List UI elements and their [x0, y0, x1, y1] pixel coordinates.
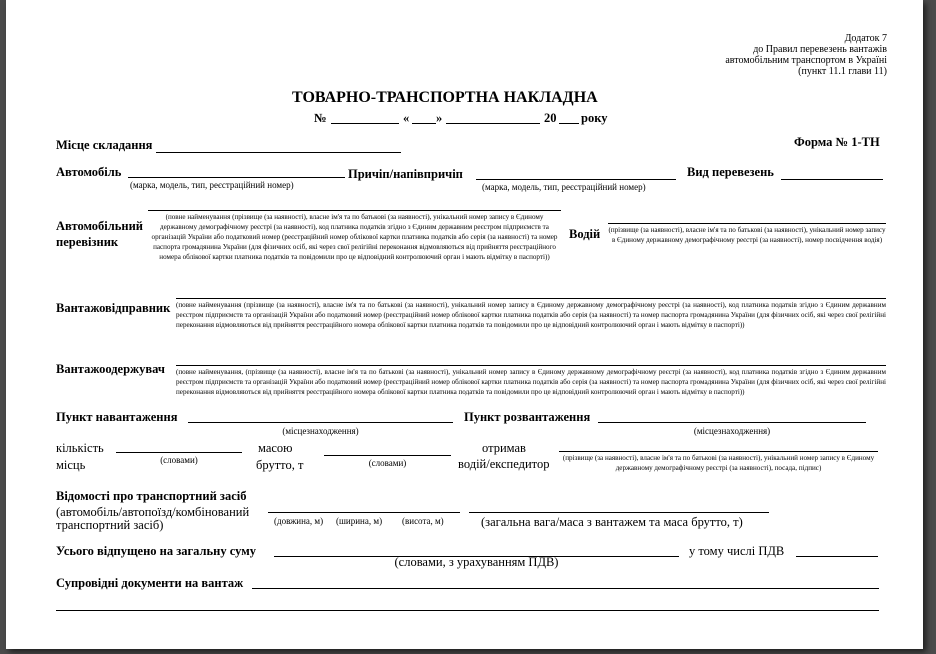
document-title: ТОВАРНО-ТРАНСПОРТНА НАКЛАДНА	[292, 89, 598, 106]
trailer-caption: (марка, модель, тип, реєстраційний номер)	[482, 182, 646, 192]
driver-caption: (прізвище (за наявності), власне ім'я та по батькові (за наявності), унікальний номер запису в Єдиному державному демографічному реєстрі (за наявності), номер посвідчення водія)	[608, 226, 886, 244]
received-caption: (прізвище (за наявності), власне ім'я та по батькові (за наявності), унікальний номер запису в Єдиному державному демографічному реєстрі (за наявності), посада, підпис)	[562, 454, 875, 472]
place-label: Місце складання	[56, 138, 153, 152]
docs-label: Супровідні документи на вантаж	[56, 576, 244, 590]
total-weight-field[interactable]	[469, 512, 769, 513]
unloading-field[interactable]	[598, 422, 866, 423]
annex-line-4: (пункт 11.1 глави 11)	[798, 66, 887, 77]
consignee-label: Вантажоодержувач	[56, 362, 165, 376]
month-field[interactable]	[446, 123, 540, 124]
height-caption: (висота, м)	[402, 516, 444, 526]
carrier-caption: (повне найменування (прізвище (за наявності), власне ім'я та по батькові (за наявності), унікальний номер запису в Єдиному державному демографічному реєстрі (за наявності), код платника податків згідно з Єдиним державним реєстром підприємств та організацій України або податковий номер (реєстраційний номер облікової картки платника податків або серія (за наявності) та номер паспорта громадянина України (для фізичних осіб, які через свої релігійні переконання відмовляються від прийняття реєстраційного номера облікової картки платника податків та повідомили про це відповідний контролюючий орган і мають відмітку в паспорті))	[151, 213, 558, 261]
vehicle-info-sub-1: (автомобіль/автопоїзд/комбінований	[56, 505, 250, 519]
year-prefix: 20	[544, 111, 557, 125]
vat-label: у тому числі ПДВ	[689, 544, 785, 558]
places-field[interactable]	[116, 452, 242, 453]
annex-note	[725, 33, 887, 77]
number-field[interactable]	[331, 123, 399, 124]
weight-field[interactable]	[324, 455, 451, 456]
length-caption: (довжина, м)	[274, 516, 324, 526]
form-number: Форма № 1-ТН	[794, 135, 880, 149]
vehicle-info-label: Відомості про транспортний засіб	[56, 489, 247, 503]
driver-field[interactable]	[608, 223, 886, 224]
annex-line-3: автомобільним транспортом в Україні	[725, 55, 887, 66]
vehicle-label: Автомобіль	[56, 165, 122, 179]
unloading-caption: (місцезнаходження)	[693, 426, 771, 436]
driver-label: Водій	[569, 227, 601, 241]
weight-label-1: масою	[258, 441, 293, 455]
day-field[interactable]	[412, 123, 436, 124]
shipper-label: Вантажовідправник	[56, 301, 171, 315]
transport-type-label: Вид перевезень	[687, 165, 774, 179]
places-caption: (словами)	[160, 455, 198, 465]
shipper-field[interactable]	[176, 298, 886, 299]
quote-open: «	[403, 111, 410, 125]
docs-field-1[interactable]	[252, 588, 879, 589]
waybill-page	[6, 0, 923, 649]
transport-type-field[interactable]	[781, 179, 883, 180]
received-label-1: отримав	[482, 441, 526, 455]
shipper-caption: (повне найменування (прізвище (за наявності), власне ім'я та по батькові (за наявності), унікальний номер запису в Єдиному державному демографічному реєстрі (за наявності), код платника податків згідно з Єдиним державним реєстром підприємств та організацій України або податковий номер (реєстраційний номер облікової картки платника податків або серія (за наявності) та номер паспорта громадянина України (для фізичних осіб, які через свої релігійні переконання відмовляються від прийняття реєстраційного номера облікової картки платника податків та повідомили про це відповідний контролюючий орган і мають відмітку в паспорті))	[176, 301, 886, 329]
year-suffix: року	[581, 111, 608, 125]
docs-field-2[interactable]	[56, 610, 879, 611]
carrier-label-2: перевізник	[56, 235, 119, 249]
places-label-2: місць	[56, 458, 86, 472]
received-label-2: водій/експедитор	[458, 457, 550, 471]
vat-field[interactable]	[796, 556, 878, 557]
annex-line-2: до Правил перевезень вантажів	[753, 44, 887, 55]
carrier-label-1: Автомобільний	[56, 219, 144, 233]
vehicle-caption: (марка, модель, тип, реєстраційний номер)	[130, 180, 294, 190]
total-weight-caption: (загальна вага/маса з вантажем та маса брутто, т)	[481, 515, 743, 529]
year-field[interactable]	[559, 123, 579, 124]
width-caption: (ширина, м)	[336, 516, 383, 526]
consignee-field[interactable]	[176, 365, 886, 366]
loading-label: Пункт навантаження	[56, 410, 178, 424]
vehicle-info-sub-2: транспортний засіб)	[56, 518, 164, 532]
quote-close: »	[436, 111, 443, 125]
loading-field[interactable]	[188, 422, 453, 423]
number-sign: №	[314, 111, 327, 125]
weight-label-2: брутто, т	[256, 458, 304, 472]
annex-line-1: Додаток 7	[844, 33, 887, 44]
trailer-field[interactable]	[476, 179, 676, 180]
weight-caption: (словами)	[368, 458, 407, 468]
consignee-caption: (повне найменування, (прізвище (за наявності), власне ім'я та по батькові (за наявності), унікальний номер запису в Єдиному державному демографічному реєстрі (за наявності), код платника податків згідно з Єдиним державним реєстром підприємств та організацій України або податковий номер (реєстраційний номер облікової картки платника податків або серія (за наявності) та номер паспорта громадянина України (для фізичних осіб, які через свої релігійні переконання відмовляються від прийняття реєстраційного номера облікової картки платника податків та повідомили про це відповідний контролюючий орган і мають відмітку в паспорті))	[176, 368, 886, 396]
places-label-1: кількість	[56, 441, 104, 455]
received-field[interactable]	[559, 451, 878, 452]
vehicle-field[interactable]	[128, 177, 345, 178]
place-field[interactable]	[156, 152, 401, 153]
carrier-field[interactable]	[148, 210, 561, 211]
unloading-label: Пункт розвантаження	[464, 410, 591, 424]
total-sum-caption: (словами, з урахуванням ПДВ)	[394, 555, 559, 569]
trailer-label: Причіп/напівпричіп	[348, 167, 463, 181]
dimensions-field[interactable]	[268, 512, 460, 513]
loading-caption: (місцезнаходження)	[282, 426, 359, 436]
total-sum-label: Усього відпущено на загальну суму	[56, 544, 256, 558]
